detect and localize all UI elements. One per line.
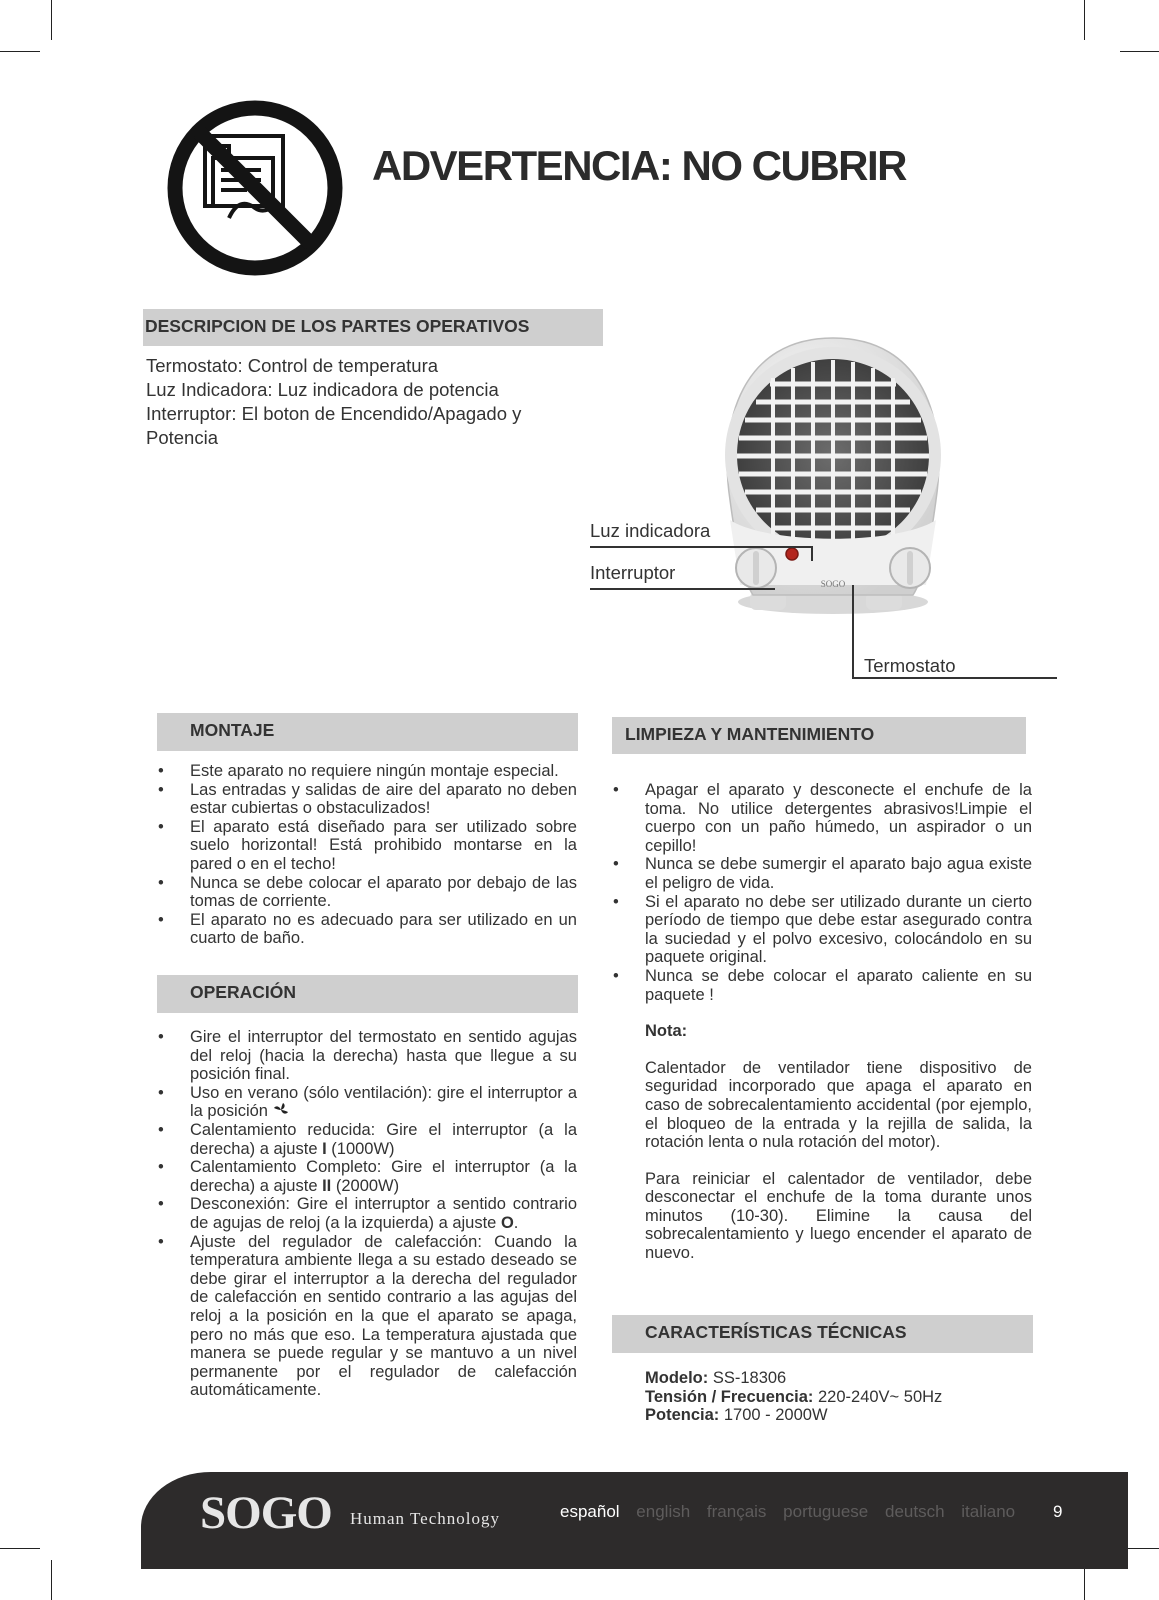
brand-tagline: Human Technology bbox=[350, 1509, 500, 1528]
language-selector bbox=[560, 1502, 1027, 1522]
callout-switch-label: Interruptor bbox=[590, 562, 676, 583]
montaje-list bbox=[154, 762, 577, 948]
callout-line bbox=[590, 588, 775, 590]
spec-model bbox=[645, 1369, 1035, 1388]
note-block bbox=[609, 1022, 1032, 1263]
list-item-text: . bbox=[513, 1213, 519, 1232]
do-not-cover-icon bbox=[165, 98, 345, 278]
setting-level: II bbox=[322, 1176, 332, 1195]
section-heading-operacion bbox=[157, 975, 578, 1013]
language-link-english[interactable]: english bbox=[636, 1502, 691, 1521]
limpieza-block bbox=[609, 781, 1032, 1263]
list-item-text: Desconexión: Gire el interruptor a sentido contrario de agujas de reloj (a la izquierda) a ajuste bbox=[190, 1195, 577, 1232]
page-title: ADVERTENCIA: NO CUBRIR bbox=[372, 142, 906, 189]
callout-line bbox=[852, 677, 1057, 679]
note-label: Nota: bbox=[645, 1022, 688, 1041]
crop-mark bbox=[1120, 51, 1159, 52]
note-paragraph: Para reiniciar el calentador de ventilador, debe desconectar el enchufe de la toma durante unos minutos (10-30). Elimine la causa del sobrecalentamiento y luego encender el aparato de nuevo. bbox=[645, 1169, 1032, 1263]
section-heading-label: CARACTERÍSTICAS TÉCNICAS bbox=[645, 1322, 907, 1342]
spec-voltage bbox=[645, 1388, 1035, 1407]
spec-power bbox=[645, 1406, 1035, 1425]
section-heading-specs bbox=[612, 1315, 1033, 1353]
list-item bbox=[154, 1121, 577, 1158]
spec-label: Potencia: bbox=[645, 1406, 720, 1425]
page-number: 9 bbox=[1053, 1502, 1063, 1521]
language-link-francais[interactable]: français bbox=[706, 1502, 767, 1521]
list-item: • Este aparato no requiere ningún montaje especial. bbox=[154, 762, 577, 781]
list-item bbox=[154, 1195, 577, 1232]
setting-level: O bbox=[500, 1213, 514, 1232]
parts-description bbox=[146, 354, 521, 450]
crop-mark bbox=[0, 1548, 40, 1549]
crop-mark bbox=[1084, 0, 1085, 40]
operacion-list-block bbox=[154, 1028, 577, 1400]
callout-line bbox=[590, 546, 812, 548]
list-item: • Ajuste del regulador de calefacción: Cuando la temperatura ambiente llega a su estado deseado se debe girar el interruptor a la derecha del regulador de calefacción en sentido contrario a las agujas del reloj a la posición en la que el aparato se apaga, pero no más que eso. La temperatura ajustada que manera se puede regular y se mantuvo a un nivel permanente por el regulador de calefacción automáticamente. bbox=[154, 1233, 577, 1400]
section-heading-parts bbox=[143, 309, 603, 346]
operacion-list bbox=[154, 1028, 577, 1400]
montaje-list-block bbox=[154, 762, 577, 948]
section-heading-limpieza bbox=[612, 717, 1026, 754]
specs-block bbox=[645, 1369, 1035, 1425]
brand-logo: SOGO bbox=[200, 1487, 332, 1539]
list-item: • Nunca se debe colocar el aparato por debajo de las tomas de corriente. bbox=[154, 874, 577, 911]
note-paragraph: Calentador de ventilador tiene dispositivo de seguridad incorporado que apaga el aparato en caso de sobrecalentamiento accidental (por ejemplo, el bloqueo de la entrada y la rejilla de salida, la rotación lenta o nula rotación del motor). bbox=[645, 1058, 1032, 1152]
list-item: • Las entradas y salidas de aire del aparato no deben estar cubiertas o obstaculizados! bbox=[154, 781, 577, 818]
list-item-text: (2000W) bbox=[331, 1176, 400, 1195]
fan-icon bbox=[273, 1102, 289, 1118]
crop-mark bbox=[51, 0, 52, 40]
list-item-text: Uso en verano (sólo ventilación): gire el interruptor a la posición bbox=[190, 1083, 577, 1121]
list-item: • El aparato no es adecuado para ser utilizado en un cuarto de baño. bbox=[154, 911, 577, 948]
section-heading-label: OPERACIÓN bbox=[190, 982, 296, 1002]
setting-level: I bbox=[322, 1139, 327, 1158]
spec-label: Modelo: bbox=[645, 1369, 709, 1387]
spec-value: 1700 - 2000W bbox=[719, 1406, 828, 1425]
description-line: Interruptor: El boton de Encendido/Apagado y bbox=[146, 403, 522, 424]
section-heading-label: LIMPIEZA Y MANTENIMIENTO bbox=[625, 724, 875, 744]
list-item: • El aparato está diseñado para ser utilizado sobre suelo horizontal! Está prohibido montarse en la pared o en el techo! bbox=[154, 818, 577, 874]
language-link-deutsch[interactable]: deutsch bbox=[884, 1502, 945, 1521]
language-link-portuguese[interactable]: portuguese bbox=[783, 1502, 869, 1521]
section-heading-label: MONTAJE bbox=[190, 720, 275, 740]
description-line: Potencia bbox=[146, 427, 218, 448]
crop-mark bbox=[51, 1560, 52, 1600]
list-item: • Nunca se debe sumergir el aparato bajo agua existe el peligro de vida. bbox=[609, 855, 1032, 892]
heater-illustration bbox=[708, 330, 958, 630]
spec-value: SS-18306 bbox=[708, 1369, 787, 1387]
list-item bbox=[154, 1084, 577, 1121]
crop-mark bbox=[0, 51, 40, 52]
list-item: • Nunca se debe colocar el aparato caliente en su paquete ! bbox=[609, 967, 1032, 1004]
list-item bbox=[154, 1158, 577, 1195]
list-item: • Si el aparato no debe ser utilizado durante un cierto período de tiempo que debe estar asegurado contra la suciedad y el polvo excesivo, colocándolo en su paquete original. bbox=[609, 893, 1032, 967]
description-line: Luz Indicadora: Luz indicadora de potencia bbox=[146, 379, 499, 400]
list-item-text: Calentamiento reducida: Gire el interruptor (a la derecha) a ajuste bbox=[190, 1120, 577, 1158]
list-item: • Apagar el aparato y desconecte el enchufe de la toma. No utilice detergentes abrasivos!Limpie el cuerpo con un paño húmedo, un aspirador o un cepillo! bbox=[609, 781, 1032, 855]
list-item-text: Calentamiento Completo: Gire el interruptor (a la derecha) a ajuste bbox=[190, 1158, 577, 1195]
description-line: Termostato: Control de temperatura bbox=[146, 355, 439, 376]
section-heading-label: DESCRIPCION DE LOS PARTES OPERATIVOS bbox=[145, 316, 530, 336]
limpieza-list bbox=[609, 781, 1032, 1004]
heater-brand-label: SOGO bbox=[820, 579, 846, 589]
section-heading-montaje bbox=[157, 713, 578, 751]
list-item: • Gire el interruptor del termostato en sentido agujas del reloj (hacia la derecha) hasta que llegue a su posición final. bbox=[154, 1028, 577, 1084]
callout-line bbox=[811, 546, 813, 561]
list-item-text: (1000W) bbox=[326, 1139, 395, 1158]
language-link-italiano[interactable]: italiano bbox=[961, 1502, 1016, 1521]
spec-value: 220-240V~ 50Hz bbox=[813, 1387, 943, 1406]
callout-thermostat-label: Termostato bbox=[864, 655, 956, 676]
callout-line bbox=[852, 585, 854, 677]
spec-label: Tensión / Frecuencia: bbox=[645, 1387, 814, 1406]
callout-light-label: Luz indicadora bbox=[590, 520, 711, 541]
language-link-espanol[interactable]: español bbox=[560, 1502, 620, 1521]
